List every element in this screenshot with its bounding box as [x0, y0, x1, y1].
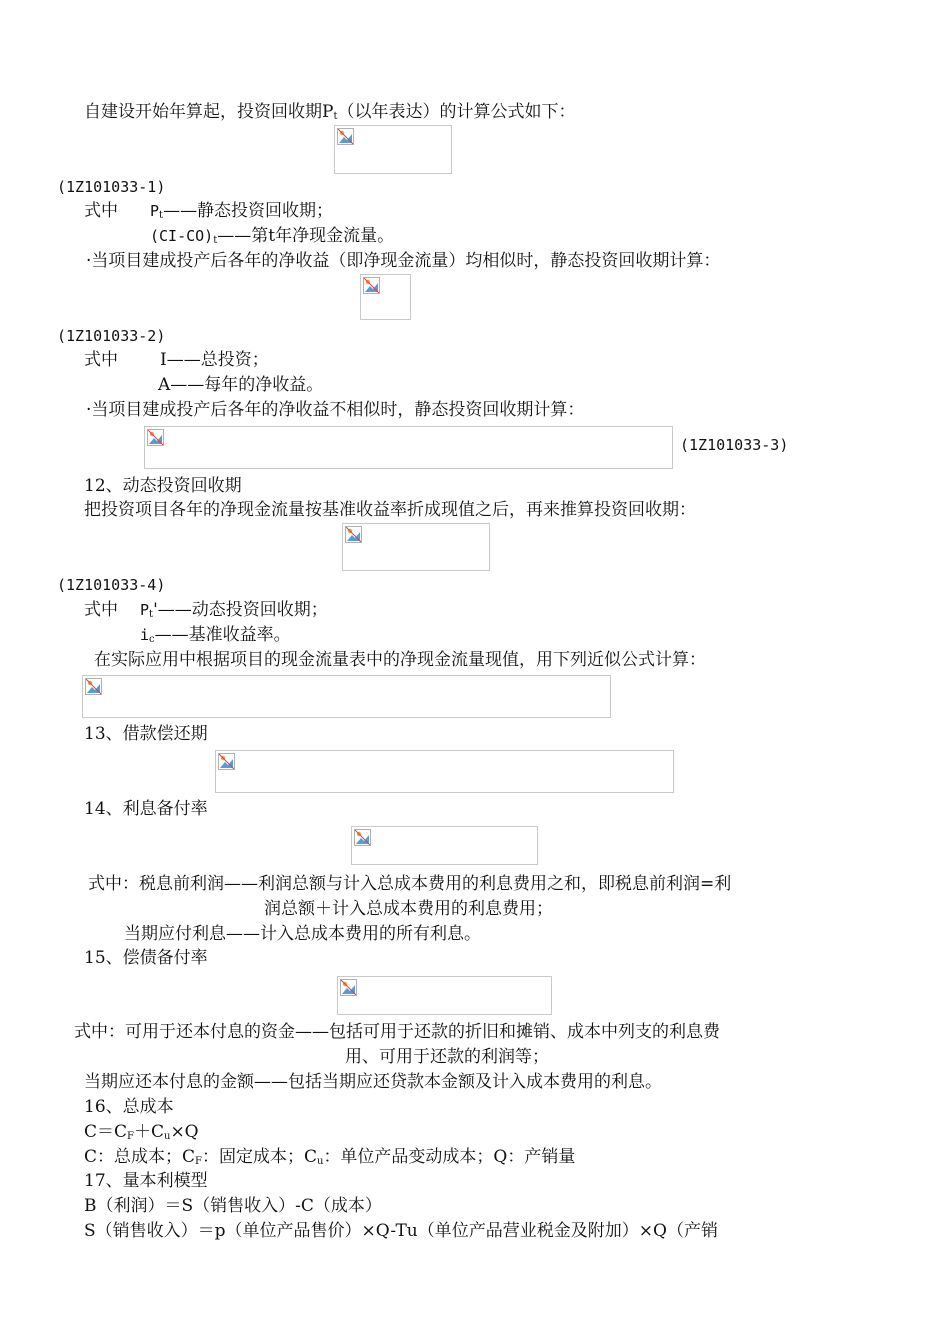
- intro-text-main: 自建设开始年算起，投资回收期P: [84, 102, 334, 122]
- cico-subscript: t: [213, 235, 218, 246]
- intro-text-tail: （以年表达）的计算公式如下：: [337, 102, 576, 122]
- section-14-def-line1: 式中：税息前利润——利润总额与计入总成本费用的利息费用之和，即税息前利润=利: [88, 874, 732, 894]
- bullet-dissimilar-income: ·当项目建成投产后各年的净收益不相似时，静态投资回收期计算：: [86, 400, 585, 420]
- broken-image-icon: [337, 128, 354, 145]
- section-13-heading: 13、借款偿还期: [84, 724, 208, 744]
- equation-number-3: (1Z101033-3): [680, 436, 789, 454]
- where-label-3: 式中: [84, 600, 118, 620]
- section-14-heading: 14、利息备付率: [84, 799, 208, 819]
- formula-plus-c: ＋C: [133, 1122, 164, 1142]
- formula-image-8: [337, 976, 552, 1015]
- def-fixed-cost: ：固定成本；C: [201, 1147, 317, 1167]
- broken-image-icon: [340, 979, 357, 996]
- equation-number-1: (1Z101033-1): [57, 178, 166, 196]
- section-12-text: 把投资项目各年的净现金流量按基准收益率折成现值之后，再来推算投资回收期：: [84, 500, 696, 520]
- broken-image-icon: [345, 526, 362, 543]
- bullet-similar-income: ·当项目建成投产后各年的净收益（即净现金流量）均相似时，静态投资回收期计算：: [86, 251, 721, 271]
- broken-image-icon: [363, 277, 380, 294]
- def-total-cost: C：总成本；C: [84, 1147, 196, 1167]
- broken-image-icon: [218, 753, 235, 770]
- pt-meaning: ——静态投资回收期；: [163, 201, 334, 221]
- broken-image-icon: [354, 829, 371, 846]
- section-17-heading: 17、量本利模型: [84, 1171, 208, 1191]
- section-15-def-line1: 式中：可用于还本付息的资金——包括可用于还款的折旧和摊销、成本中列支的利息费: [74, 1022, 720, 1042]
- formula-image-3: [144, 426, 673, 469]
- pt-subscript: t: [159, 210, 164, 221]
- broken-image-icon: [147, 429, 164, 446]
- section-15-heading: 15、偿债备付率: [84, 948, 208, 968]
- section-14-def-line2: 润总额＋计入总成本费用的利息费用；: [264, 899, 553, 919]
- cico-symbol: (CI-CO): [150, 227, 214, 245]
- ic-subscript: c: [149, 634, 155, 645]
- section-15-def-line2: 用、可用于还款的利润等；: [345, 1047, 549, 1067]
- equation-number-2: (1Z101033-2): [57, 327, 166, 345]
- section-15-def-line3: 当期应还本付息的金额——包括当期应还贷款本金额及计入成本费用的利息。: [84, 1072, 662, 1092]
- cico-meaning: ——第t年净现金流量。: [217, 226, 395, 246]
- pt-definition: [150, 200, 333, 227]
- formula-image-2: [360, 274, 411, 320]
- def-variable-cost: ：单位产品变动成本；Q：产销量: [323, 1147, 576, 1167]
- formula-times-q: ×Q: [170, 1122, 199, 1142]
- pt-prime-definition: [140, 599, 328, 626]
- pt-symbol: P: [150, 202, 160, 220]
- ic-definition: [140, 624, 291, 651]
- ic-meaning: ——基准收益率。: [154, 625, 291, 645]
- section-16-heading: 16、总成本: [84, 1097, 174, 1117]
- where-label-2: 式中: [84, 350, 118, 370]
- total-cost-definitions: [84, 1146, 575, 1173]
- pt-prime-subscript: t: [149, 609, 154, 620]
- def-cf-subscript: F: [195, 1156, 202, 1167]
- formula-image-7: [351, 826, 538, 865]
- formula-image-1: [334, 125, 452, 174]
- formula-image-4: [342, 523, 490, 571]
- section-14-def-line3: 当期应付利息——计入总成本费用的所有利息。: [124, 924, 481, 944]
- pt-prime-meaning: '——动态投资回收期；: [153, 600, 328, 620]
- formula-c-eq: C＝C: [84, 1122, 128, 1142]
- formula-image-5: [82, 675, 611, 718]
- cu-subscript: u: [163, 1131, 171, 1142]
- intro-text: [84, 101, 575, 128]
- def-cu-subscript: u: [316, 1156, 324, 1167]
- approx-formula-text: 在实际应用中根据项目的现金流量表中的净现金流量现值，用下列近似公式计算：: [94, 650, 706, 670]
- ic-symbol: i: [140, 626, 150, 644]
- cico-definition: [150, 225, 394, 252]
- profit-formula: B（利润）＝S（销售收入）-C（成本）: [84, 1196, 382, 1216]
- pt-prime-symbol: P: [140, 601, 150, 619]
- total-cost-formula: [84, 1121, 199, 1148]
- i-definition: I——总投资；: [160, 350, 269, 370]
- cf-subscript: F: [127, 1131, 134, 1142]
- intro-subscript: t: [333, 111, 338, 122]
- revenue-formula: S（销售收入）＝p（单位产品售价）×Q-Tu（单位产品营业税金及附加）×Q（产销: [84, 1221, 718, 1241]
- where-label-1: 式中: [84, 201, 118, 221]
- a-definition: A——每年的净收益。: [158, 375, 324, 395]
- equation-number-4: (1Z101033-4): [57, 576, 166, 594]
- section-12-heading: 12、动态投资回收期: [84, 476, 242, 496]
- broken-image-icon: [85, 678, 102, 695]
- formula-image-6: [215, 750, 674, 793]
